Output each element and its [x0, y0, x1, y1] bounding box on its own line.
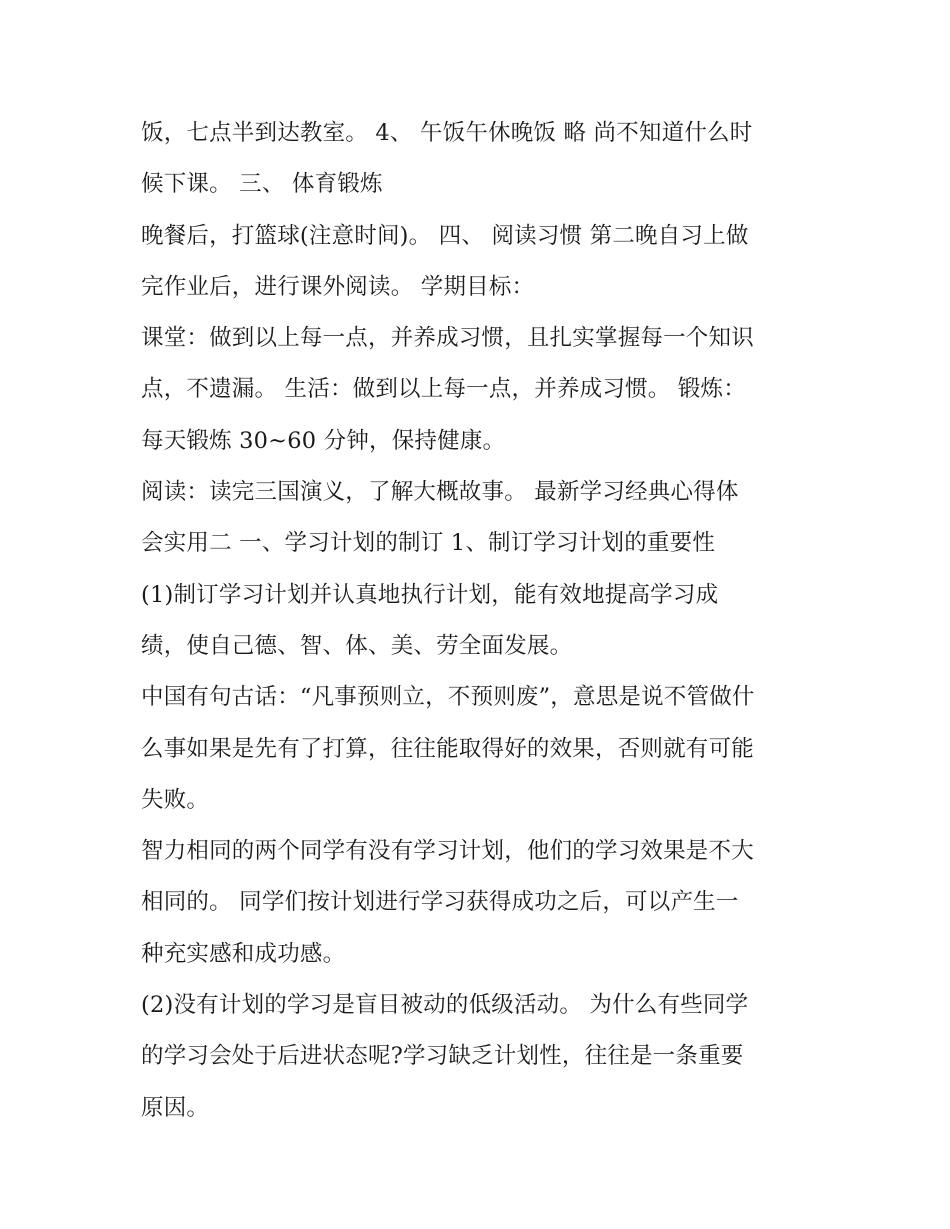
text-line: 阅读：读完三国演义，了解大概故事。 最新学习经典心得体 — [141, 479, 739, 506]
text-line: (2)没有计划的学习是盲目被动的低级活动。 为什么有些同学 — [141, 992, 749, 1019]
text-line: 晚餐后，打篮球(注意时间)。 四、 阅读习惯 第二晚自习上做 — [141, 222, 749, 249]
paragraph — [141, 672, 831, 826]
text-line: 么事如果是先有了打算，往往能取得好的效果，否则就有可能 — [141, 735, 754, 762]
text-line: 原因。 — [141, 1094, 210, 1121]
paragraph — [141, 980, 831, 1134]
text-line: (1)制订学习计划并认真地执行计划，能有效地提高学习成 — [141, 581, 719, 608]
text-line: 中国有句古话：“凡事预则立，不预则废”，意思是说不管做什 — [141, 684, 755, 711]
text-line: 的学习会处于后进状态呢?学习缺乏计划性，往往是一条重要 — [141, 1043, 744, 1070]
text-line: 每天锻炼 30~60 分钟，保持健康。 — [141, 427, 506, 454]
text-line: 候下课。 三、 体育锻炼 — [141, 171, 383, 198]
text-line: 相同的。 同学们按计划进行学习获得成功之后，可以产生一 — [141, 889, 739, 916]
paragraph — [141, 467, 831, 570]
text-line: 完作业后，进行课外阅读。 学期目标： — [141, 273, 535, 300]
text-line: 智力相同的两个同学有没有学习计划，他们的学习效果是不大 — [141, 838, 754, 865]
text-line: 会实用二 一、学习计划的制订 1、制订学习计划的重要性 — [141, 530, 716, 557]
paragraph — [141, 211, 831, 314]
paragraph — [141, 570, 831, 673]
text-line: 课堂：做到以上每一点，并养成习惯，且扎实掌握每一个知识 — [141, 325, 754, 352]
body-text — [141, 108, 831, 1134]
text-line: 绩，使自己德、智、体、美、劳全面发展。 — [141, 632, 573, 659]
paragraph — [141, 313, 831, 467]
text-line: 饭，七点半到达教室。 4、 午饭午休晚饭 略 尚不知道什么时 — [141, 120, 753, 146]
text-line: 点，不遗漏。 生活：做到以上每一点，并养成习惯。 锻炼： — [141, 376, 746, 403]
paragraph — [141, 826, 831, 980]
text-line: 失败。 — [141, 786, 210, 813]
paragraph — [141, 108, 831, 211]
text-line: 种充实感和成功感。 — [141, 940, 346, 967]
